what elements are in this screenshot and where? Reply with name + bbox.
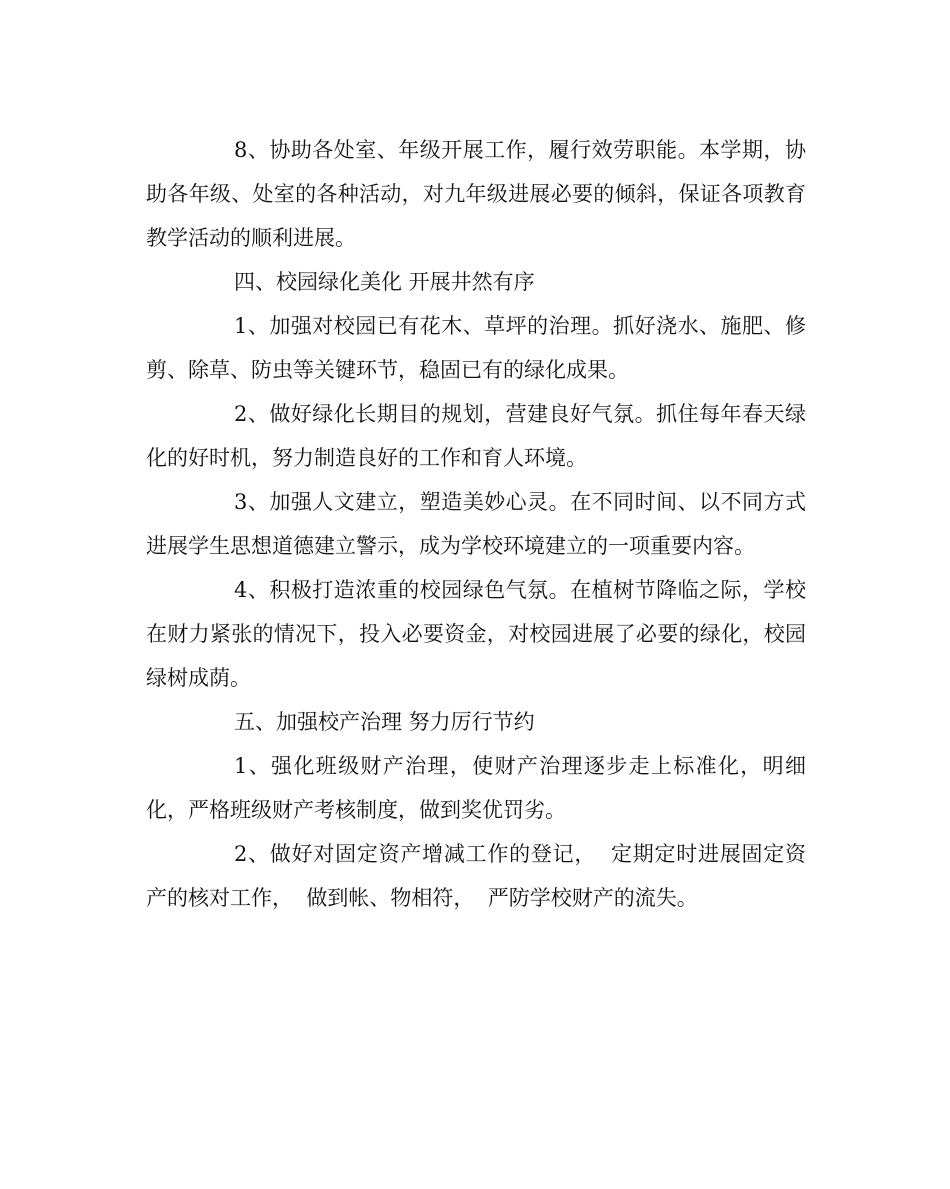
- paragraph-greening-2: 2、做好绿化长期目的规划，营建良好气氛。抓住每年春天绿化的好时机，努力制造良好的工作和育人环境。: [146, 402, 806, 470]
- section-heading-property: 五、加强校产治理 努力厉行节约: [234, 710, 535, 734]
- section-heading-greening: 四、校园绿化美化 开展井然有序: [234, 270, 535, 294]
- paragraph-property-2: 2、做好对固定资产增减工作的登记， 定期定时进展固定资产的核对工作， 做到帐、物相符， 严防学校财产的流失。: [146, 842, 806, 910]
- paragraph-greening-4: 4、积极打造浓重的校园绿色气氛。在植树节降临之际，学校在财力紧张的情况下，投入必要资金，对校园进展了必要的绿化，校园绿树成荫。: [146, 578, 806, 690]
- document-body: [146, 128, 806, 920]
- paragraph-greening-3: 3、加强人文建立，塑造美妙心灵。在不同时间、以不同方式进展学生思想道德建立警示，成为学校环境建立的一项重要内容。: [146, 490, 806, 558]
- paragraph-item-8-support: 8、协助各处室、年级开展工作，履行效劳职能。本学期，协助各年级、处室的各种活动，对九年级进展必要的倾斜，保证各项教育教学活动的顺利进展。: [146, 138, 806, 250]
- paragraph-greening-1: 1、加强对校园已有花木、草坪的治理。抓好浇水、施肥、修剪、除草、防虫等关键环节，稳固已有的绿化成果。: [146, 314, 806, 382]
- paragraph-property-1: 1、强化班级财产治理，使财产治理逐步走上标准化，明细化，严格班级财产考核制度，做到奖优罚劣。: [146, 754, 806, 822]
